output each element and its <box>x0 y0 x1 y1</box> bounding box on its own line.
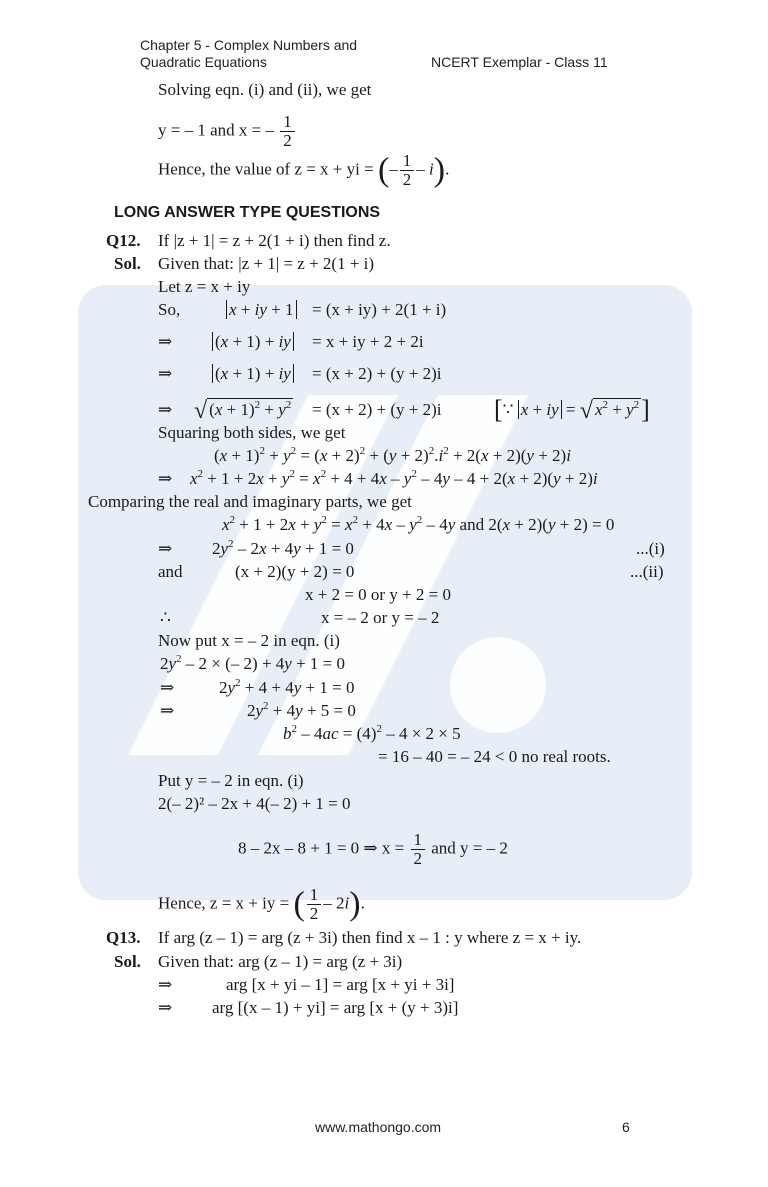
q12-solve-line <box>238 831 508 868</box>
q12-modulus-identity: [∵ x + iy = √ $x^2 + y^2$] <box>494 395 650 424</box>
q13-step1: arg [x + yi – 1] = arg [x + yi + 3i] <box>226 975 455 994</box>
q12-question: If |z + 1| = z + 2(1 + i) then find z. <box>158 231 391 250</box>
section-heading: LONG ANSWER TYPE QUESTIONS <box>114 204 381 221</box>
book-title: NCERT Exemplar - Class 11 <box>431 54 608 70</box>
q12-squaring: Squaring both sides, we get <box>158 423 346 442</box>
q12-step3-lhs: (x + 1) + iy <box>212 364 294 384</box>
q12-label: Q12. <box>106 231 141 250</box>
q12-let: Let z = x + iy <box>158 277 251 296</box>
q12-step2-rhs: = x + iy + 2 + 2i <box>312 332 424 351</box>
q12-given: Given that: |z + 1| = z + 2(1 + i) <box>158 254 375 273</box>
intro-result-text: y = – 1 and x = – <box>158 120 274 140</box>
therefore-icon: ∴ <box>160 608 171 627</box>
q12-solve-lead: 8 – 2x – 8 + 1 = 0 ⇒ x = <box>238 838 405 858</box>
intro-result-line <box>158 113 297 150</box>
fraction-numerator: 1 <box>280 113 295 132</box>
q12-eq-i: $2y^2 - 2x + 4y + 1 = 0$ <box>212 538 354 558</box>
q12-step1-rhs: = (x + iy) + 2(1 + i) <box>312 300 447 319</box>
intro-solving-line <box>158 80 371 100</box>
q12-quadratic: $2y^2 + 4y + 5 = 0$ <box>247 700 356 720</box>
q12-step4-rhs: = (x + 2) + (y + 2)i <box>312 400 442 419</box>
q12-solve-tail: and y = – 2 <box>431 838 508 858</box>
q12-step1-lhs: x + iy + 1 <box>226 300 297 320</box>
intro-solving-text: Solving eqn. (i) and (ii), we get <box>158 80 372 99</box>
fraction-numerator: 1 <box>411 831 426 850</box>
q12-eq-ii-label: ...(ii) <box>630 562 664 581</box>
implies-icon: ⇒ <box>158 539 173 558</box>
q12-comparing: Comparing the real and imaginary parts, we get <box>88 492 412 511</box>
chapter-title-line1: Chapter 5 - Complex Numbers and <box>140 37 358 53</box>
q13-given: Given that: arg (z – 1) = arg (z + 3i) <box>158 952 403 971</box>
q13-sol-label: Sol. <box>114 952 141 971</box>
q13-step2: arg [(x – 1) + yi] = arg [x + (y + 3)i] <box>212 998 459 1017</box>
q12-step2-lhs: (x + 1) + iy <box>212 332 294 352</box>
q12-sub-eq2: $2y^2 + 4 + 4y + 1 = 0$ <box>219 677 355 697</box>
q12-so-label: So, <box>158 300 181 319</box>
q12-discriminant: $b^2 - 4ac = (4)^2 - 4 \times 2 \times 5$ <box>283 723 461 743</box>
implies-icon: ⇒ <box>158 998 173 1017</box>
q12-step4-lhs: √ $(x + 1)^2 + y^2$ <box>194 398 292 424</box>
q12-sub-line: 2(– 2)² – 2x + 4(– 2) + 1 = 0 <box>158 794 351 813</box>
fraction-numerator: 1 <box>307 886 322 905</box>
q12-expanded-eq: $x^2 + 1 + 2x + y^2 = x^2 + 4 + 4x - y^2 - 4y - 4 + 2(x + 2)(y + 2)i$ <box>190 468 598 488</box>
q13-label: Q13. <box>106 928 141 947</box>
q12-now-put: Now put x = – 2 in eqn. (i) <box>158 631 340 650</box>
implies-icon: ⇒ <box>158 332 173 351</box>
q12-sub-eq1: $2y^2 - 2$ × (– 2) + 4y + 1 = 0 <box>160 653 346 673</box>
fraction-half-3 <box>411 831 426 868</box>
chapter-title-line2: Quadratic Equations <box>140 54 267 70</box>
implies-icon: ⇒ <box>158 975 173 994</box>
implies-icon: ⇒ <box>158 469 173 488</box>
q12-roots-2: x = – 2 or y = – 2 <box>321 608 440 627</box>
fraction-denominator: 2 <box>402 170 412 189</box>
q12-discriminant-result: = 16 – 40 = – 24 < 0 no real roots. <box>378 747 611 766</box>
fraction-half-4 <box>307 886 322 923</box>
q12-compared-eq: $x^2 + 1 + 2x + y^2 = x^2 + 4x - y^2 - 4y$ and 2(x + 2)(y + 2) = 0 <box>222 514 615 534</box>
fraction-numerator: 1 <box>400 152 415 171</box>
intro-hence-text: Hence, the value of z = x + yi = <box>158 159 374 179</box>
fraction-denominator: 2 <box>309 904 319 923</box>
q12-roots-1: x + 2 = 0 or y + 2 = 0 <box>305 585 452 604</box>
fraction-half-2 <box>400 152 415 189</box>
implies-icon: ⇒ <box>158 400 173 419</box>
q12-eq-i-label: ...(i) <box>636 539 665 558</box>
q12-step3-rhs: = (x + 2) + (y + 2)i <box>312 364 442 383</box>
implies-icon: ⇒ <box>160 701 175 720</box>
intro-hence-line: Hence, the value of z = x + yi = (– $\frac{1}{2}$ – i). <box>158 151 450 189</box>
fraction-half <box>280 113 295 150</box>
fraction-denominator: 2 <box>283 131 292 150</box>
q12-squared-eq: $(x + 1)^2 + y^2 = (x + 2)^2 + (y + 2)^2.i^2 + 2(x + 2)(y + 2)i$ <box>214 445 571 465</box>
implies-icon: ⇒ <box>158 364 173 383</box>
q12-hence-text: Hence, z = x + iy = <box>158 893 290 913</box>
footer-website: www.mathongo.com <box>315 1119 442 1135</box>
fraction-denominator: 2 <box>413 849 423 868</box>
q13-question: If arg (z – 1) = arg (z + 3i) then find x – 1 : y where z = x + iy. <box>158 928 582 947</box>
q12-and: and <box>158 562 183 581</box>
q12-eq-ii: (x + 2)(y + 2) = 0 <box>235 562 355 581</box>
q12-hence-line: Hence, z = x + iy = ( $\frac{1}{2}$ – 2i). <box>158 885 365 923</box>
q12-sol-label: Sol. <box>114 254 141 273</box>
q12-put-y: Put y = – 2 in eqn. (i) <box>158 771 304 790</box>
page-number: 6 <box>622 1119 630 1135</box>
implies-icon: ⇒ <box>160 678 175 697</box>
